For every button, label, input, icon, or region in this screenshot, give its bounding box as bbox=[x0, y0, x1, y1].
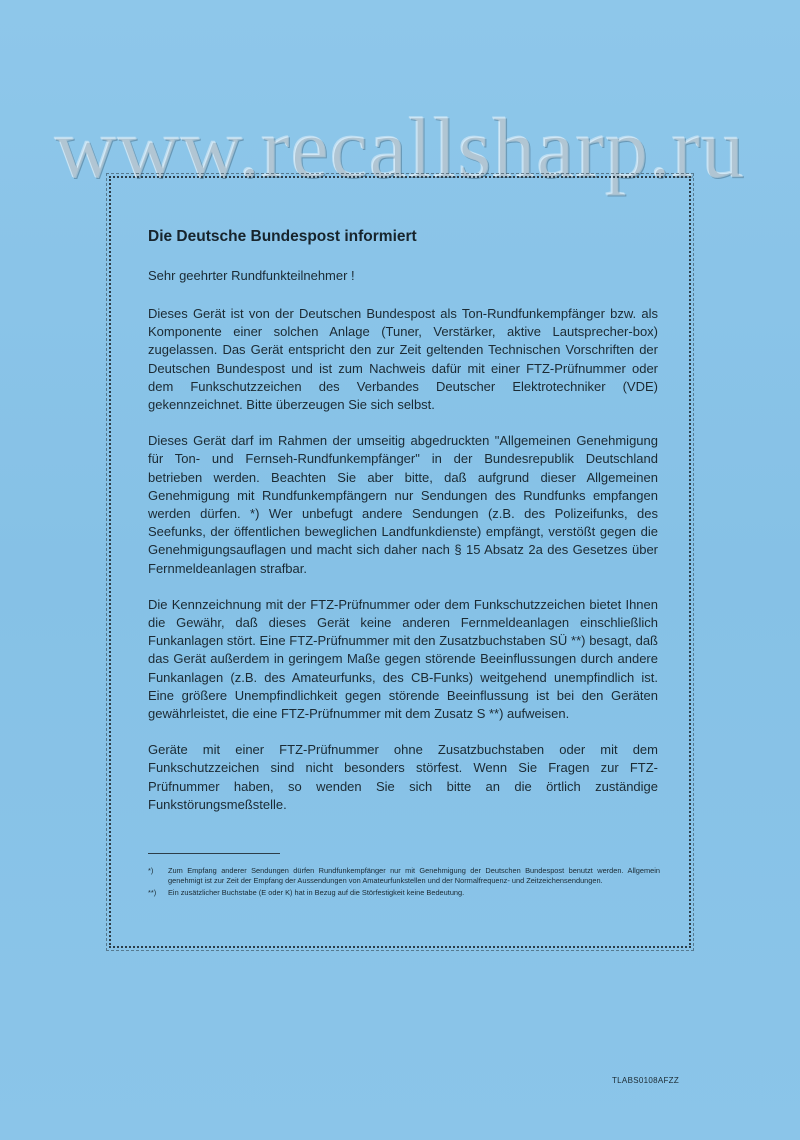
notice-heading: Die Deutsche Bundespost informiert bbox=[148, 228, 417, 245]
footnote-text: Zum Empfang anderer Sendungen dürfen Rundfunkempfänger nur mit Genehmigung der Deutschen Bundespost benutzt werden. Allgemein genehmigt ist zur Zeit der Empfang der Aussendungen von Amateurfunkstellen und der Normalfrequenz- und Zeitzeichensendungen. bbox=[168, 866, 660, 886]
footnote-text: Ein zusätzlicher Buchstabe (E oder K) hat in Bezug auf die Störfestigkeit keine Bedeutung. bbox=[168, 887, 465, 897]
paragraph-questions: Geräte mit einer FTZ-Prüfnummer ohne Zusatzbuchstaben oder mit dem Funkschutzzeichen sind nicht besonders störfest. Wenn Sie Fragen zur FTZ-Prüfnummer haben, so wenden Sie sich bitte an die örtlich zuständige Funkstörungsmeßstelle. bbox=[148, 742, 658, 812]
footnote-divider bbox=[148, 853, 280, 854]
footnote-mark: *) bbox=[148, 866, 154, 875]
footnote-2 bbox=[148, 888, 660, 898]
salutation: Sehr geehrter Rundfunkteilnehmer ! bbox=[148, 268, 355, 283]
notice-body bbox=[148, 228, 658, 832]
paragraph-approval: Dieses Gerät ist von der Deutschen Bundespost als Ton-Rundfunkempfänger bzw. als Komponente einer solchen Anlage (Tuner, Verstärker, aktive Lautsprecher-box) zugelassen. Das Gerät entspricht den zur Zeit geltenden Technischen Vorschriften der Deutschen Bundespost und ist zum Nachweis dafür mit einer FTZ-Prüfnummer oder dem Funkschutzzeichen des Verbandes Deutscher Elektrotechniker (VDE) gekennzeichnet. Bitte überzeugen Sie sich selbst. bbox=[148, 306, 658, 413]
footnote-mark: **) bbox=[148, 887, 157, 897]
paragraph-ftz-marking: Die Kennzeichnung mit der FTZ-Prüfnummer oder dem Funkschutzzeichen bietet Ihnen die Gewähr, daß dieses Gerät keine anderen Fernmeldeanlagen einschließlich Funkanlagen stört. Eine FTZ-Prüfnummer mit den Zusatzbuchstaben SÜ **) besagt, daß das Gerät außerdem in geringem Maße gegen störende Beeinflussungen durch andere Funkanlagen (z.B. des Amateurfunks, des CB-Funks) weitgehend unempfindlich ist. Eine größere Unempfindlichkeit gegen störende Beeinflussung ist bei den Geräten gewährleistet, die eine FTZ-Prüfnummer mit dem Zusatz S **) aufweisen. bbox=[148, 596, 658, 722]
footnote-1 bbox=[148, 866, 660, 887]
document-code: TLABS0108AFZZ bbox=[612, 1076, 680, 1085]
footnotes bbox=[148, 866, 660, 899]
watermark: www.recallsharp.ru bbox=[54, 100, 746, 196]
paragraph-general-permit: Dieses Gerät darf im Rahmen der umseitig abgedruckten "Allgemeinen Genehmigung für Ton- und Fernseh-Rundfunkempfänger" in der Bundesrepublik Deutschland betrieben werden. Beachten Sie aber bitte, daß aufgrund dieser Allgemeinen Genehmigung mit Rundfunkempfängern nur Sendungen des Rundfunks empfangen werden dürfen. *) Wer unbefugt andere Sendungen (z.B. des Polizeifunks, des Seefunks, der öffentlichen beweglichen Landfunkdienste) empfängt, verstößt gegen die Genehmigungsauflagen und macht sich daher nach § 15 Absatz 2a des Gesetzes über Fernmeldeanlagen strafbar. bbox=[148, 433, 658, 576]
